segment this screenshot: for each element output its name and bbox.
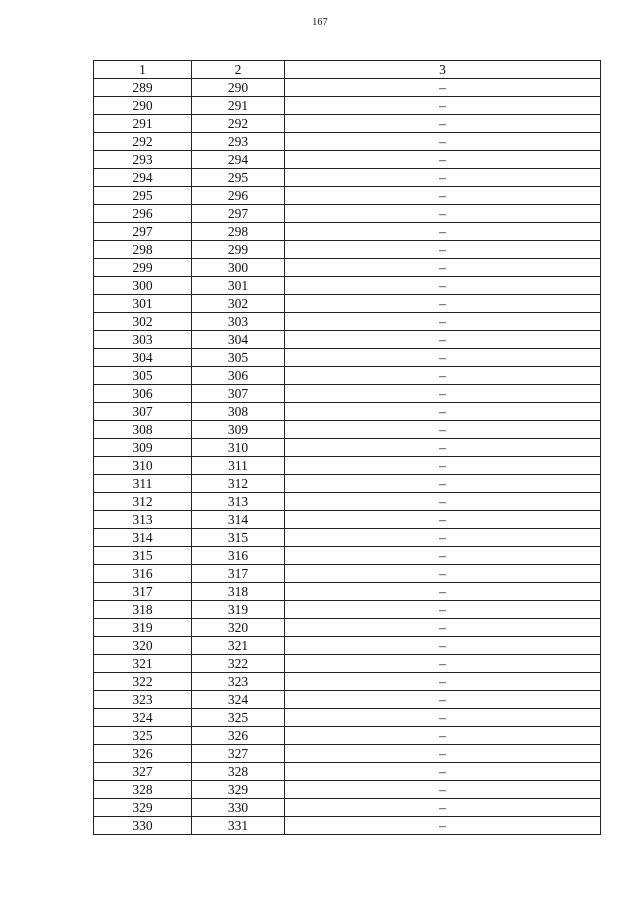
table-cell-col-3: – bbox=[285, 763, 601, 781]
table-cell-col-1: 322 bbox=[94, 673, 192, 691]
table-cell-col-3: – bbox=[285, 511, 601, 529]
table-row bbox=[94, 223, 601, 241]
table-row bbox=[94, 259, 601, 277]
table-cell-col-3: – bbox=[285, 619, 601, 637]
table-cell-col-3: – bbox=[285, 691, 601, 709]
table-cell-col-1: 323 bbox=[94, 691, 192, 709]
table-row bbox=[94, 115, 601, 133]
table-cell-col-3: – bbox=[285, 547, 601, 565]
table-row bbox=[94, 781, 601, 799]
table-row bbox=[94, 601, 601, 619]
table-cell-col-2: 330 bbox=[192, 799, 285, 817]
table-row bbox=[94, 421, 601, 439]
table-row bbox=[94, 205, 601, 223]
table-cell-col-2: 327 bbox=[192, 745, 285, 763]
table-cell-col-3: – bbox=[285, 583, 601, 601]
table-row bbox=[94, 655, 601, 673]
table-row bbox=[94, 475, 601, 493]
table-cell-col-1: 300 bbox=[94, 277, 192, 295]
table-cell-col-1: 329 bbox=[94, 799, 192, 817]
table-cell-col-3: – bbox=[285, 277, 601, 295]
table-cell-col-2: 298 bbox=[192, 223, 285, 241]
table-cell-col-2: 312 bbox=[192, 475, 285, 493]
table-cell-col-1: 325 bbox=[94, 727, 192, 745]
table-row bbox=[94, 619, 601, 637]
table-cell-col-1: 315 bbox=[94, 547, 192, 565]
table-cell-col-1: 299 bbox=[94, 259, 192, 277]
table-cell-col-3: – bbox=[285, 655, 601, 673]
table-row bbox=[94, 169, 601, 187]
table-cell-col-3: – bbox=[285, 115, 601, 133]
table-cell-col-3: – bbox=[285, 187, 601, 205]
table-cell-col-1: 308 bbox=[94, 421, 192, 439]
table-cell-col-2: 311 bbox=[192, 457, 285, 475]
table-cell-col-2: 302 bbox=[192, 295, 285, 313]
table-cell-col-2: 310 bbox=[192, 439, 285, 457]
table-cell-col-1: 306 bbox=[94, 385, 192, 403]
table-cell-col-3: – bbox=[285, 331, 601, 349]
table-row bbox=[94, 133, 601, 151]
table-cell-col-1: 304 bbox=[94, 349, 192, 367]
table-cell-col-1: 289 bbox=[94, 79, 192, 97]
table-cell-col-2: 307 bbox=[192, 385, 285, 403]
table-cell-col-2: 326 bbox=[192, 727, 285, 745]
table-cell-col-2: 292 bbox=[192, 115, 285, 133]
table-cell-col-1: 317 bbox=[94, 583, 192, 601]
table-cell-col-2: 321 bbox=[192, 637, 285, 655]
table-cell-col-1: 324 bbox=[94, 709, 192, 727]
table-row bbox=[94, 187, 601, 205]
table-row bbox=[94, 673, 601, 691]
table-cell-col-3: – bbox=[285, 529, 601, 547]
table-row bbox=[94, 799, 601, 817]
table-cell-col-1: 298 bbox=[94, 241, 192, 259]
table-cell-col-1: 327 bbox=[94, 763, 192, 781]
table-cell-col-3: – bbox=[285, 799, 601, 817]
table-row bbox=[94, 565, 601, 583]
table-cell-col-2: 315 bbox=[192, 529, 285, 547]
table-cell-col-2: 305 bbox=[192, 349, 285, 367]
table-cell-col-3: – bbox=[285, 565, 601, 583]
table-cell-col-1: 309 bbox=[94, 439, 192, 457]
table-row bbox=[94, 349, 601, 367]
table-row bbox=[94, 151, 601, 169]
table-row bbox=[94, 241, 601, 259]
table-row bbox=[94, 79, 601, 97]
table-cell-col-3: – bbox=[285, 781, 601, 799]
table-cell-col-2: 313 bbox=[192, 493, 285, 511]
table-cell-col-1: 295 bbox=[94, 187, 192, 205]
table-row bbox=[94, 295, 601, 313]
table-row bbox=[94, 547, 601, 565]
table-cell-col-1: 311 bbox=[94, 475, 192, 493]
table-cell-col-3: – bbox=[285, 493, 601, 511]
table-cell-col-2: 297 bbox=[192, 205, 285, 223]
table-row bbox=[94, 313, 601, 331]
table-cell-col-3: – bbox=[285, 673, 601, 691]
table-cell-col-2: 291 bbox=[192, 97, 285, 115]
table-row bbox=[94, 385, 601, 403]
table-cell-col-3: – bbox=[285, 457, 601, 475]
table-cell-col-3: – bbox=[285, 259, 601, 277]
table-cell-col-1: 296 bbox=[94, 205, 192, 223]
table-cell-col-1: 314 bbox=[94, 529, 192, 547]
table-cell-col-3: – bbox=[285, 313, 601, 331]
table-cell-col-3: – bbox=[285, 817, 601, 835]
table-row bbox=[94, 637, 601, 655]
table-cell-col-3: – bbox=[285, 475, 601, 493]
table-row bbox=[94, 583, 601, 601]
table-row bbox=[94, 817, 601, 835]
table-cell-col-2: 331 bbox=[192, 817, 285, 835]
table-cell-col-1: 328 bbox=[94, 781, 192, 799]
table-row bbox=[94, 439, 601, 457]
table-cell-col-1: 301 bbox=[94, 295, 192, 313]
column-header-2: 2 bbox=[192, 61, 285, 79]
table-cell-col-2: 300 bbox=[192, 259, 285, 277]
table-cell-col-2: 303 bbox=[192, 313, 285, 331]
table-cell-col-3: – bbox=[285, 79, 601, 97]
table-cell-col-2: 317 bbox=[192, 565, 285, 583]
table-row bbox=[94, 457, 601, 475]
table-cell-col-2: 319 bbox=[192, 601, 285, 619]
table-cell-col-2: 324 bbox=[192, 691, 285, 709]
table-cell-col-1: 291 bbox=[94, 115, 192, 133]
table-cell-col-3: – bbox=[285, 151, 601, 169]
table-cell-col-2: 308 bbox=[192, 403, 285, 421]
table-cell-col-2: 306 bbox=[192, 367, 285, 385]
table-cell-col-3: – bbox=[285, 709, 601, 727]
table-cell-col-2: 320 bbox=[192, 619, 285, 637]
table-cell-col-2: 316 bbox=[192, 547, 285, 565]
table-cell-col-1: 292 bbox=[94, 133, 192, 151]
table-cell-col-2: 301 bbox=[192, 277, 285, 295]
table-cell-col-3: – bbox=[285, 133, 601, 151]
table-cell-col-3: – bbox=[285, 295, 601, 313]
table-cell-col-2: 299 bbox=[192, 241, 285, 259]
table-row bbox=[94, 403, 601, 421]
table-cell-col-1: 316 bbox=[94, 565, 192, 583]
table-cell-col-3: – bbox=[285, 745, 601, 763]
table-cell-col-1: 293 bbox=[94, 151, 192, 169]
table-cell-col-2: 318 bbox=[192, 583, 285, 601]
table-cell-col-2: 328 bbox=[192, 763, 285, 781]
table-row bbox=[94, 709, 601, 727]
table-cell-col-1: 321 bbox=[94, 655, 192, 673]
table-cell-col-1: 330 bbox=[94, 817, 192, 835]
table-row bbox=[94, 97, 601, 115]
table-cell-col-2: 325 bbox=[192, 709, 285, 727]
table-cell-col-1: 294 bbox=[94, 169, 192, 187]
table-cell-col-3: – bbox=[285, 367, 601, 385]
table-cell-col-3: – bbox=[285, 637, 601, 655]
page-number: 167 bbox=[312, 17, 328, 28]
data-table bbox=[93, 60, 601, 835]
table-cell-col-1: 312 bbox=[94, 493, 192, 511]
table-cell-col-1: 297 bbox=[94, 223, 192, 241]
table-row bbox=[94, 277, 601, 295]
table-cell-col-2: 290 bbox=[192, 79, 285, 97]
table-cell-col-1: 320 bbox=[94, 637, 192, 655]
header-row bbox=[94, 61, 601, 79]
table-header bbox=[94, 61, 601, 79]
table-cell-col-3: – bbox=[285, 349, 601, 367]
table-cell-col-3: – bbox=[285, 241, 601, 259]
table-row bbox=[94, 511, 601, 529]
table-cell-col-1: 305 bbox=[94, 367, 192, 385]
table-cell-col-1: 302 bbox=[94, 313, 192, 331]
table-cell-col-2: 309 bbox=[192, 421, 285, 439]
table-cell-col-1: 307 bbox=[94, 403, 192, 421]
table-cell-col-3: – bbox=[285, 421, 601, 439]
table-cell-col-3: – bbox=[285, 97, 601, 115]
table-cell-col-2: 294 bbox=[192, 151, 285, 169]
table-body bbox=[94, 79, 601, 835]
table-cell-col-3: – bbox=[285, 205, 601, 223]
table-cell-col-2: 304 bbox=[192, 331, 285, 349]
table-cell-col-2: 314 bbox=[192, 511, 285, 529]
table-row bbox=[94, 493, 601, 511]
table-cell-col-3: – bbox=[285, 439, 601, 457]
table-cell-col-2: 329 bbox=[192, 781, 285, 799]
table-cell-col-2: 296 bbox=[192, 187, 285, 205]
table-cell-col-1: 318 bbox=[94, 601, 192, 619]
table-cell-col-3: – bbox=[285, 385, 601, 403]
table-cell-col-1: 313 bbox=[94, 511, 192, 529]
table-cell-col-3: – bbox=[285, 727, 601, 745]
table-row bbox=[94, 691, 601, 709]
table-row bbox=[94, 529, 601, 547]
table-cell-col-3: – bbox=[285, 403, 601, 421]
column-header-3: 3 bbox=[285, 61, 601, 79]
table-cell-col-1: 310 bbox=[94, 457, 192, 475]
table-cell-col-1: 303 bbox=[94, 331, 192, 349]
table-cell-col-2: 322 bbox=[192, 655, 285, 673]
table-cell-col-2: 323 bbox=[192, 673, 285, 691]
column-header-1: 1 bbox=[94, 61, 192, 79]
table-row bbox=[94, 763, 601, 781]
table-cell-col-3: – bbox=[285, 601, 601, 619]
table-cell-col-3: – bbox=[285, 223, 601, 241]
table-row bbox=[94, 367, 601, 385]
table-cell-col-1: 326 bbox=[94, 745, 192, 763]
table-row bbox=[94, 727, 601, 745]
table-cell-col-1: 319 bbox=[94, 619, 192, 637]
table-cell-col-2: 293 bbox=[192, 133, 285, 151]
table-row bbox=[94, 331, 601, 349]
table-cell-col-3: – bbox=[285, 169, 601, 187]
table-cell-col-1: 290 bbox=[94, 97, 192, 115]
table-row bbox=[94, 745, 601, 763]
table-cell-col-2: 295 bbox=[192, 169, 285, 187]
